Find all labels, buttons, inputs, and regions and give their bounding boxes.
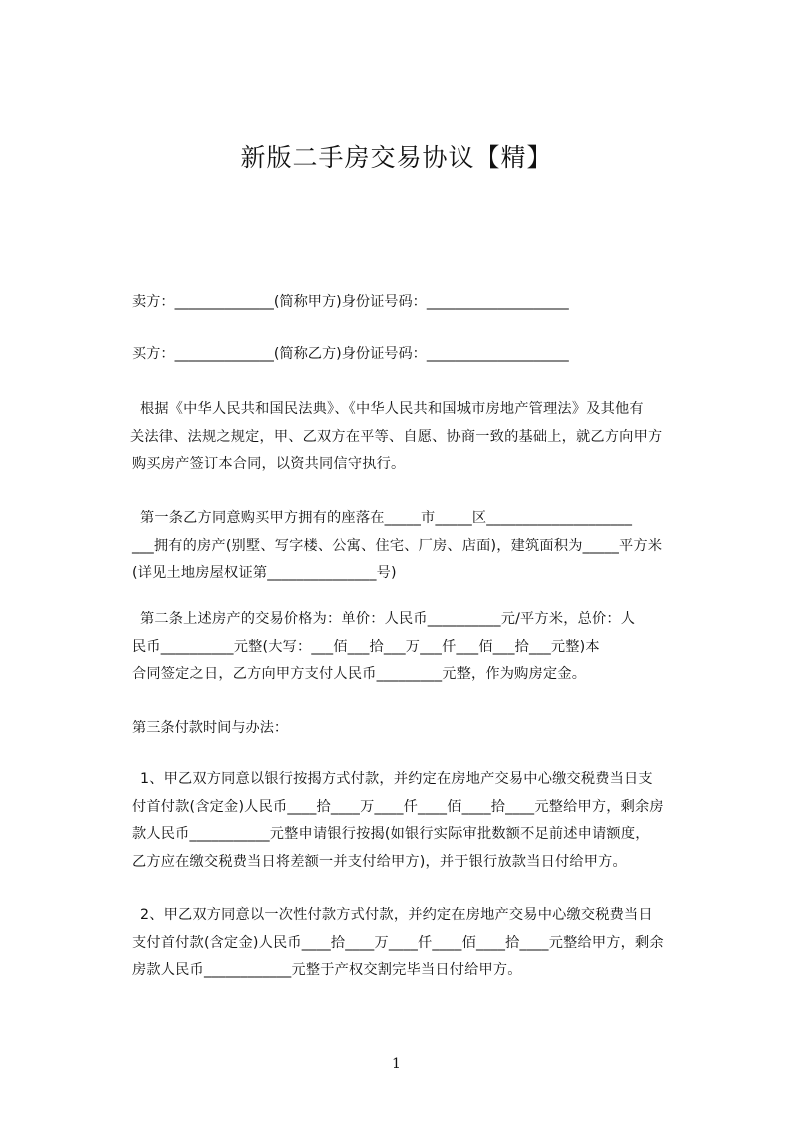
article-3-heading: 第三条付款时间与办法：	[132, 720, 289, 736]
article-2-line: 合同签定之日，乙方向甲方支付人民币_________元整，作为购房定金。	[132, 666, 587, 682]
page-number: 1	[392, 1056, 401, 1072]
article-2-paragraph	[132, 606, 700, 689]
clause-2-line: 房款人民币____________元整于产权交割完毕当日付给甲方。	[132, 962, 522, 978]
article-1-line: 第一条乙方同意购买甲方拥有的座落在_____市_____区____________________	[140, 510, 633, 526]
clause-1-line: 款人民币___________元整申请银行按揭(如银行实际审批数额不足前述申请额度，	[132, 826, 650, 842]
article-1-line: ___拥有的房产(别墅、写字楼、公寓、住宅、厂房、店面)，建筑面积为_____平方米	[132, 537, 663, 554]
clause-2-line: 支付首付款(含定金)人民币____拾____万____仟____佰____拾____元整给甲方，剩余	[132, 934, 664, 951]
clause-1-line: 1、甲乙双方同意以银行按揭方式付款，并约定在房地产交易中心缴交税费当日支	[140, 771, 653, 787]
preamble-line: 购买房产签订本合同，以资共同信守执行。	[132, 456, 406, 472]
buyer-line: 买方：______________(简称乙方)身份证号码：____________________	[132, 346, 569, 362]
preamble-line: 关法律、法规之规定，甲、乙双方在平等、自愿、协商一致的基础上，就乙方向甲方	[130, 428, 663, 445]
article-2-line: 第二条上述房产的交易价格为：单价：人民币__________元/平方米，总价：人	[140, 611, 636, 627]
article-1-line: (详见土地房屋权证第_______________号)	[132, 565, 397, 581]
preamble-paragraph	[132, 396, 700, 479]
article-2-line: 民币__________元整(大写：___佰___拾___万___仟___佰___拾___元整)本	[132, 638, 600, 655]
article-1-paragraph	[132, 505, 700, 588]
document-title: 新版二手房交易协议【精】	[240, 143, 553, 172]
clause-1-line: 付首付款(含定金)人民币____拾____万____仟____佰____拾____元整给甲方，剩余房	[132, 798, 664, 815]
preamble-line: 根据《中华人民共和国民法典》、《中华人民共和国城市房地产管理法》及其他有	[140, 401, 644, 417]
clause-1-paragraph	[132, 766, 700, 876]
seller-line: 卖方：______________(简称甲方)身份证号码：____________________	[132, 294, 569, 310]
clause-1-line: 乙方应在缴交税费当日将差额一并支付给甲方)，并于银行放款当日付给甲方。	[132, 853, 627, 870]
clause-2-line: 2、甲乙双方同意以一次性付款方式付款，并约定在房地产交易中心缴交税费当日	[140, 907, 653, 923]
clause-2-paragraph	[132, 902, 700, 985]
